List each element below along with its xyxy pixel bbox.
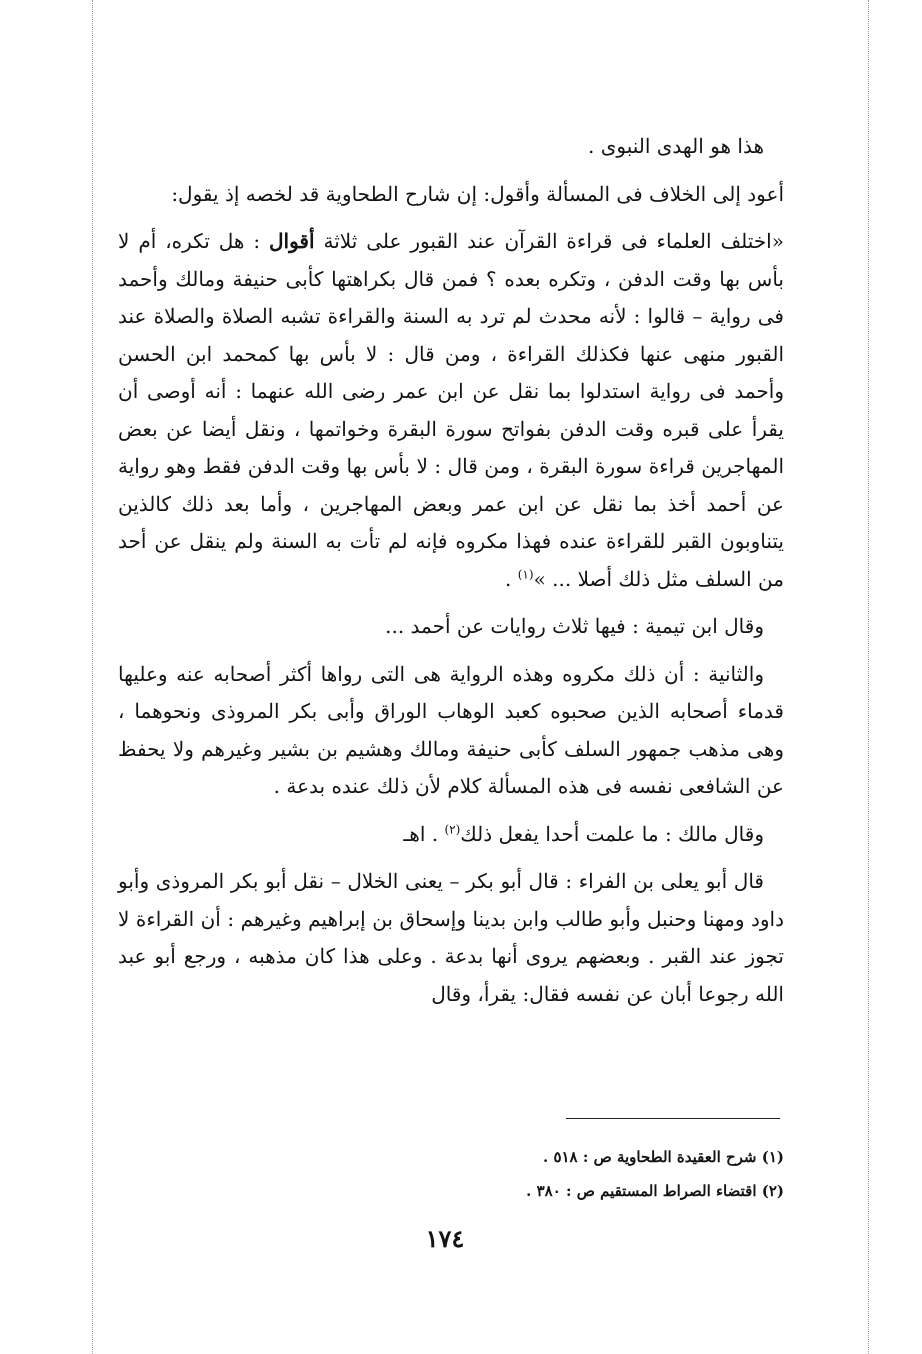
paragraph-5 (118, 656, 784, 806)
paragraph-7 (118, 863, 784, 1013)
bold-phrase: أقوال (269, 229, 315, 253)
paragraph-5-text: والثانية : أن ذلك مكروه وهذه الرواية هى التى رواها أكثر أصحابه عنه وعليها قدماء أصحابه الذين صحبوه كعبد الوهاب الوراق وأبى بكر المروذى ونحوهما ، وهى مذهب جمهور السلف كأبى حنيفة ومالك وهشيم بن بشير وغيرهم ولا يحفظ عن الشافعى نفسه فى هذه المسألة كلام لأن ذلك عنده بدعة . (118, 661, 784, 798)
scan-edge-left (92, 0, 93, 1354)
footnote-ref-1: (١) (517, 566, 534, 581)
paragraph-6-end: . اهـ (403, 821, 439, 846)
paragraph-1-text: هذا هو الهدى النبوى . (588, 134, 764, 158)
footnote-divider (566, 1118, 780, 1119)
paragraph-6-text: وقال مالك : ما علمت أحدا يفعل ذلك (460, 821, 764, 846)
paragraph-7-text: قال أبو يعلى بن الفراء : قال أبو بكر – يعنى الخلال – نقل أبو بكر المروذى وأبو داود ومهنا وحنبل وأبو طالب وابن بدينا وإسحاق بن إبراهيم وغيرهم : أن القراءة لا تجوز عند القبر . وبعضهم يروى أنها بدعة . وعلى هذا كان مذهبه ، ورجع أبو عبد الله رجوعا أبان عن نفسه فقال: يقرأ، وقال (118, 869, 784, 1006)
body-text (118, 128, 784, 1023)
footnote-ref-2: (٢) (444, 821, 461, 836)
footnote-1: (١) شرح العقيدة الطحاوية ص : ٥١٨ . (542, 1148, 784, 1166)
paragraph-3-quote (118, 223, 784, 598)
paragraph-2-text: أعود إلى الخلاف فى المسألة وأقول: إن شارح الطحاوية قد لخصه إذ يقول: (171, 181, 784, 206)
footnote-2: (٢) اقتضاء الصراط المستقيم ص : ٣٨٠ . (526, 1182, 784, 1200)
footnotes (300, 1140, 784, 1208)
paragraph-2 (118, 176, 784, 214)
scan-edge-right (868, 0, 869, 1354)
page-number: ١٧٤ (425, 1224, 465, 1253)
paragraph-6 (118, 816, 784, 854)
quote-text: «اختلف العلماء فى قراءة القرآن عند القبور على ثلاثة أقوال : هل تكره، أم لا بأس بها وقت الدفن ، وتكره بعده ؟ فمن قال بكراهتها كأبى حنيفة ومالك وأحمد فى رواية – قالوا : لأنه محدث لم ترد به السنة والقراءة تشبه الصلاة والصلاة عند القبور منهى عنها فكذلك القراءة ، ومن قال : لا بأس بها كمحمد ابن الحسن وأحمد فى رواية استدلوا بما نقل عن ابن عمر رضى الله عنهما : أنه أوصى أن يقرأ على قبره وقت الدفن بفواتح سورة البقرة وخواتمها ، ونقل أيضا عن بعض المهاجرين قراءة سورة البقرة ، ومن قال : لا بأس بها وقت الدفن فقط وهو رواية عن أحمد أخذ بما نقل عن ابن عمر وبعض المهاجرين ، وأما بعد ذلك كالذين يتناوبون القبر للقراءة عنده فهذا مكروه فإنه لم تأت به السنة ولم ينقل عن أحد من السلف مثل ذلك أصلا ... » (118, 229, 785, 591)
paragraph-4-text: وقال ابن تيمية : فيها ثلاث روايات عن أحمد ... (385, 614, 764, 638)
paragraph-1 (118, 128, 784, 166)
quote-end-mark: . (505, 566, 512, 591)
paragraph-4 (118, 608, 784, 646)
